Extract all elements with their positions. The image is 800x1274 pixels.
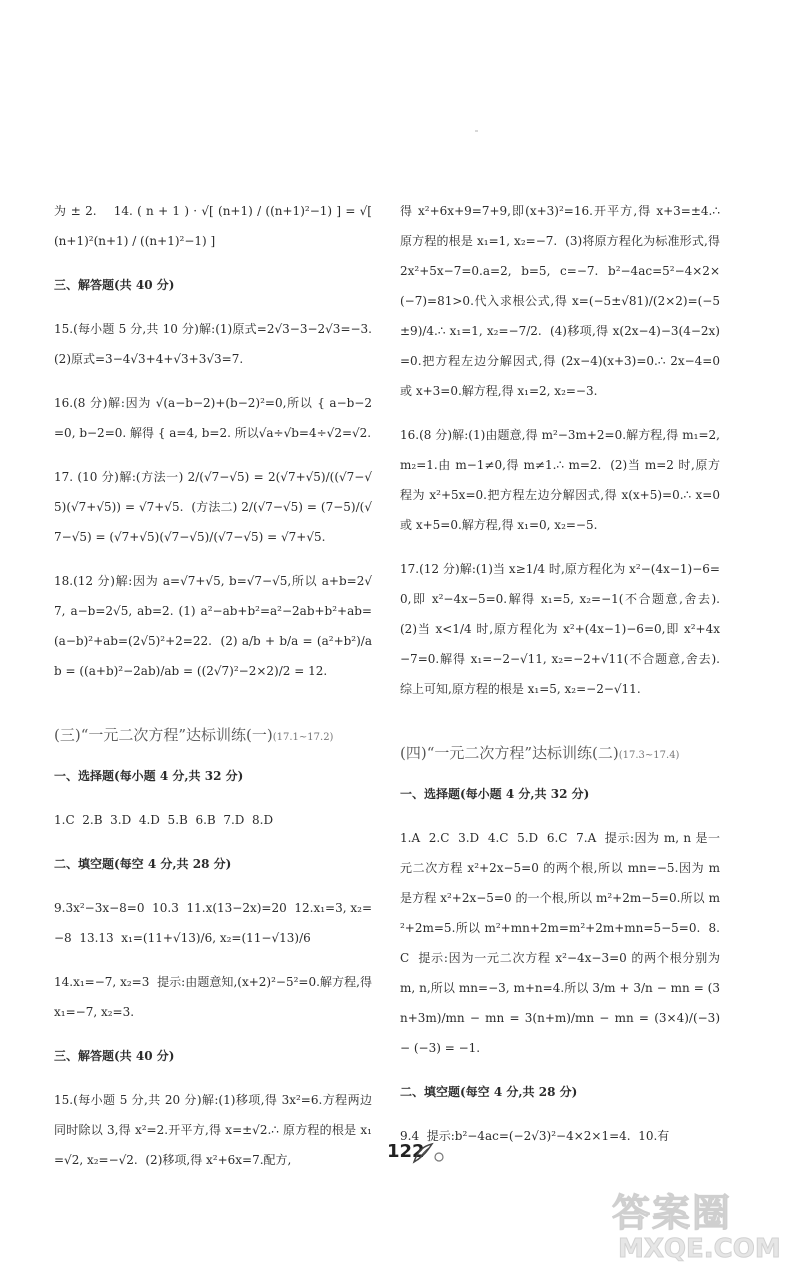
stray-dot (475, 130, 478, 132)
answer-paragraph: 得 x²+6x+9=7+9,即(x+3)²=16.开平方,得 x+3=±4.∴ 原方程的根是 x₁=1, x₂=−7. (3)将原方程化为标准形式,得 2x²+5x−7=0.a=2, b=5, c=−7. b²−4ac=5²−4×2×(−7)=81>0.代入求根公式,得 x=(−5±√81)/(2×2)=(−5±9)/4.∴ x₁=1, x₂=−7/2. (4)移项,得 x(2x−4)−3(4−2x)=0.把方程左边分解因式,得 (2x−4)(x+3)=0.∴ 2x−4=0 或 x+3=0.解方程,得 x₁=2, x₂=−3. (400, 204, 724, 398)
answer-paragraph: 9.3x²−3x−8=0 10.3 11.x(13−2x)=20 12.x₁=3, x₂=−8 13.13 x₁=(11+√13)/6, x₂=(11−√13)/6 (54, 901, 372, 945)
answer-paragraph: 1.C 2.B 3.D 4.D 5.B 6.B 7.D 8.D (54, 813, 274, 827)
exercise-range: (17.3~17.4) (618, 750, 680, 761)
answer-paragraph: 16.(8 分)解:(1)由题意,得 m²−3m+2=0.解方程,得 m₁=2, m₂=1.由 m−1≠0,得 m≠1.∴ m=2. (2)当 m=2 时,原方程为 x²+5x=0.把方程左边分解因式,得 x(x+5)=0.∴ x=0 或 x+5=0.解方程,得 x₁=0, x₂=−5. (400, 428, 724, 532)
section-heading: 二、填空题(每空 4 分,共 28 分) (54, 857, 232, 871)
answer-paragraph: 15.(每小题 5 分,共 20 分)解:(1)移项,得 3x²=6.方程两边同时除以 3,得 x²=2.开平方,得 x=±√2.∴ 原方程的根是 x₁=√2, x₂=−√2. (2)移项,得 x²+6x=7.配方, (54, 1093, 372, 1167)
answer-paragraph: 17.(12 分)解:(1)当 x≥1/4 时,原方程化为 x²−(4x−1)−6=0,即 x²−4x−5=0.解得 x₁=5, x₂=−1(不合题意,舍去). (2)当 x<1/4 时,原方程化为 x²+(4x−1)−6=0,即 x²+4x−7=0.解得 x₁=−2−√11, x₂=−2+√11(不合题意,舍去).综上可知,原方程的根是 x₁=5, x₂=−2−√11. (400, 562, 728, 696)
section-heading: 三、解答题(共 40 分) (54, 278, 175, 292)
answer-paragraph: 16.(8 分)解:因为 √(a−b−2)+(b−2)²=0,所以 { a−b−2=0, b−2=0. 解得 { a=4, b=2. 所以√a÷√b=4÷√2=√2. (54, 396, 372, 440)
section-heading: 二、填空题(每空 4 分,共 28 分) (400, 1085, 578, 1099)
right-column (400, 196, 728, 1165)
answer-paragraph: 15.(每小题 5 分,共 10 分)解:(1)原式=2√3−3−2√3=−3. (2)原式=3−4√3+4+√3+3√3=7. (54, 322, 380, 366)
exercise-title-text: (三)“一元二次方程”达标训练(一) (54, 726, 273, 744)
exercise-title-text: (四)“一元二次方程”达标训练(二) (400, 744, 619, 762)
answer-paragraph: 1.A 2.C 3.D 4.C 5.D 6.C 7.A 提示:因为 m, n 是一元二次方程 x²+2x−5=0 的两个根,所以 mn=−5.因为 m 是方程 x²+2x−5=0 的一个根,所以 m²+2m−5=0.所以 m²+2m=5.所以 m²+mn+2m=m²+2m+mn=5−5=0. 8.C 提示:因为一元二次方程 x²−4x−3=0 的两个根分别为 m, n,所以 mn=−3, m+n=4.所以 3/m + 3/n − mn = (3n+3m)/mn − mn = 3(n+m)/mn − mn = (3×4)/(−3) − (−3) = −1. (400, 831, 724, 1055)
page-number: 122 (387, 1141, 425, 1162)
exercise-title (54, 720, 372, 753)
left-column (54, 196, 380, 1189)
answer-paragraph: 为 ± 2. 14. ( n + 1 ) · √[ (n+1) / ((n+1)²−1) ] = √[ (n+1)²(n+1) / ((n+1)²−1) ] (54, 204, 376, 248)
watermark-main: 答案圈 (612, 1191, 733, 1235)
leaf-icon (412, 1142, 446, 1164)
answer-paragraph: 18.(12 分)解:因为 a=√7+√5, b=√7−√5,所以 a+b=2√7, a−b=2√5, ab=2. (1) a²−ab+b²=a²−2ab+b²+ab=(a−b)²+ab=(2√5)²+2=22. (2) a/b + b/a = (a²+b²)/ab = ((a+b)²−2ab)/ab = ((2√7)²−2×2)/2 = 12. (54, 574, 372, 678)
exercise-title (400, 738, 720, 771)
answer-paragraph: 17. (10 分)解:(方法一) 2/(√7−√5) = 2(√7+√5)/((√7−√5)(√7+√5)) = √7+√5. (方法二) 2/(√7−√5) = (7−5)/(√7−√5) = (√7+√5)(√7−√5)/(√7−√5) = √7+√5. (54, 470, 372, 544)
section-heading: 一、选择题(每小题 4 分,共 32 分) (54, 769, 244, 783)
watermark-sub: MXQE.COM (618, 1234, 781, 1264)
answer-paragraph: 14.x₁=−7, x₂=3 提示:由题意知,(x+2)²−5²=0.解方程,得 x₁=−7, x₂=3. (54, 975, 376, 1019)
section-heading: 一、选择题(每小题 4 分,共 32 分) (400, 787, 590, 801)
watermark (612, 1182, 794, 1272)
answer-paragraph: 9.4 提示:b²−4ac=(−2√3)²−4×2×1=4. 10.有 (400, 1129, 670, 1143)
exercise-range: (17.1~17.2) (272, 732, 334, 743)
section-heading: 三、解答题(共 40 分) (54, 1049, 175, 1063)
